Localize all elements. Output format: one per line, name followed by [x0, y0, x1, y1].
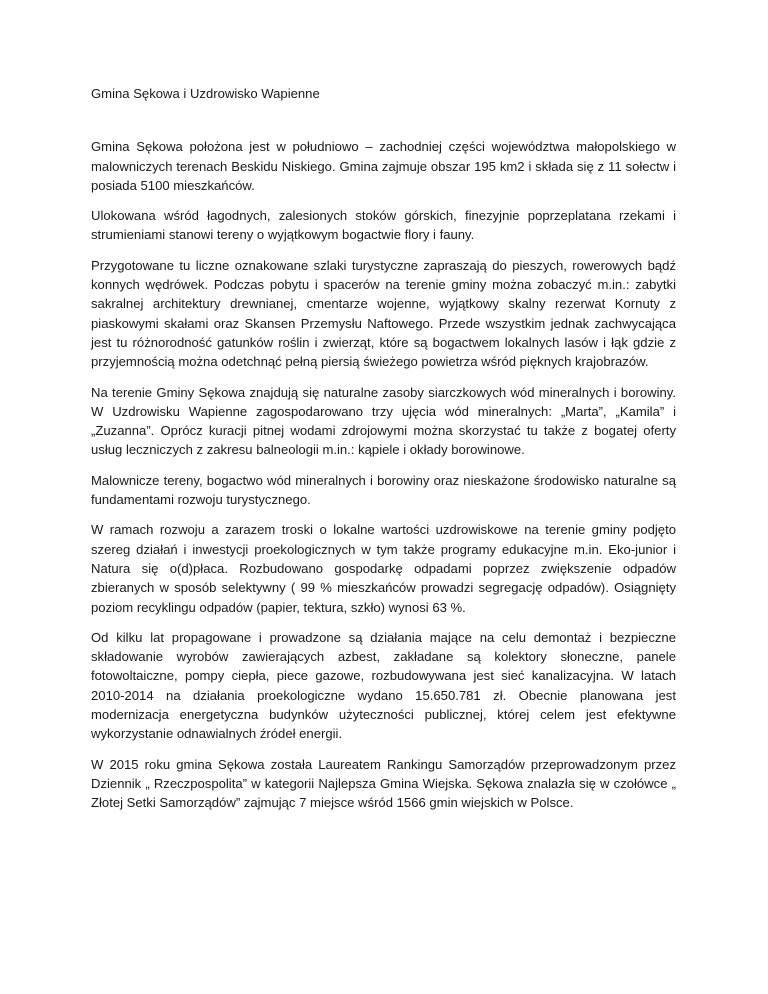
paragraph-mineral-waters: Na terenie Gminy Sękowa znajdują się naturalne zasoby siarczkowych wód mineralnych i borowiny. W Uzdrowisku Wapienne zagospodarowano trzy ujęcia wód mineralnych: „Marta”, „Kamila” i „Zuzanna”. Oprócz kuracji pitnej wodami zdrojowymi można skorzystać tu także z bogatej oferty usług leczniczych z zakresu balneologii m.in.: kąpiele i okłady borowinowe. [91, 384, 676, 458]
document-title: Gmina Sękowa i Uzdrowisko Wapienne [91, 86, 320, 101]
paragraph-tourism-foundations: Malownicze tereny, bogactwo wód mineralnych i borowiny oraz nieskażone środowisko naturalne są fundamentami rozwoju turystycznego. [91, 472, 676, 508]
paragraph-ecology-investments: W ramach rozwoju a zarazem troski o lokalne wartości uzdrowiskowe na terenie gminy podjęto szereg działań i inwestycji proekologicznych w tym także programy edukacyjne m.in. Eko-junior i Natura się o(d)płaca. Rozbudowano gospodarkę odpadami poprzez zwiększenie odpadów zbieranych w sposób selektywny ( 99 % mieszkańców prowadzi segregację odpadów). Osiągnięty poziom recyklingu odpadów (papier, tektura, szkło) wynosi 63 %. [91, 522, 676, 615]
paragraph-renewable-energy: Od kilku lat propagowane i prowadzone są działania mające na celu demontaż i bezpieczne składowanie wyrobów zawierających azbest, zakładane są kolektory słoneczne, panele fotowoltaiczne, pompy ciepła, piece gazowe, rozbudowywana jest sieć kanalizacyjna. W latach 2010-2014 na działania proekologiczne wydano 15.650.781 zł. Obecnie planowana jest modernizacja energetyczna budynków użyteczności publicznej, której celem jest efektywne wykorzystanie odnawialnych źródeł energii. [91, 629, 676, 742]
paragraph-trails: Przygotowane tu liczne oznakowane szlaki turystyczne zapraszają do pieszych, rowerowych bądź konnych wędrówek. Podczas pobytu i spacerów na terenie gminy można zobaczyć m.in.: zabytki sakralnej architektury drewnianej, cmentarze wojenne, wyjątkowy skalny rezerwat Kornuty z piaskowymi skałami oraz Skansen Przemysłu Naftowego. Przede wszystkim jednak zachwycająca jest tu różnorodność gatunków roślin i zwierząt, które są bogactwem lokalnych lasów i łąk gdzie z przyjemnością można odetchnąć pełną piersią świeżego powietrza wśród pięknych krajobrazów. [91, 257, 676, 370]
document-body [91, 84, 676, 824]
paragraph-landscape: Ulokowana wśród łagodnych, zalesionych stoków górskich, finezyjnie poprzeplatana rzekami i strumieniami stanowi tereny o wyjątkowym bogactwie flory i fauny. [91, 208, 676, 243]
paragraph-intro: Gmina Sękowa położona jest w południowo – zachodniej części województwa małopolskiego w malowniczych terenach Beskidu Niskiego. Gmina zajmuje obszar 195 km2 i składa się z 11 sołectw i posiada 5100 mieszkańców. [91, 139, 676, 193]
paragraph-ranking: W 2015 roku gmina Sękowa została Laureatem Rankingu Samorządów przeprowadzonym przez Dziennik „ Rzeczpospolita” w kategorii Najlepsza Gmina Wiejska. Sękowa znalazła się w czołówce „ Złotej Setki Samorządów” zajmując 7 miejsce wśród 1566 gmin wiejskich w Polsce. [91, 756, 676, 811]
